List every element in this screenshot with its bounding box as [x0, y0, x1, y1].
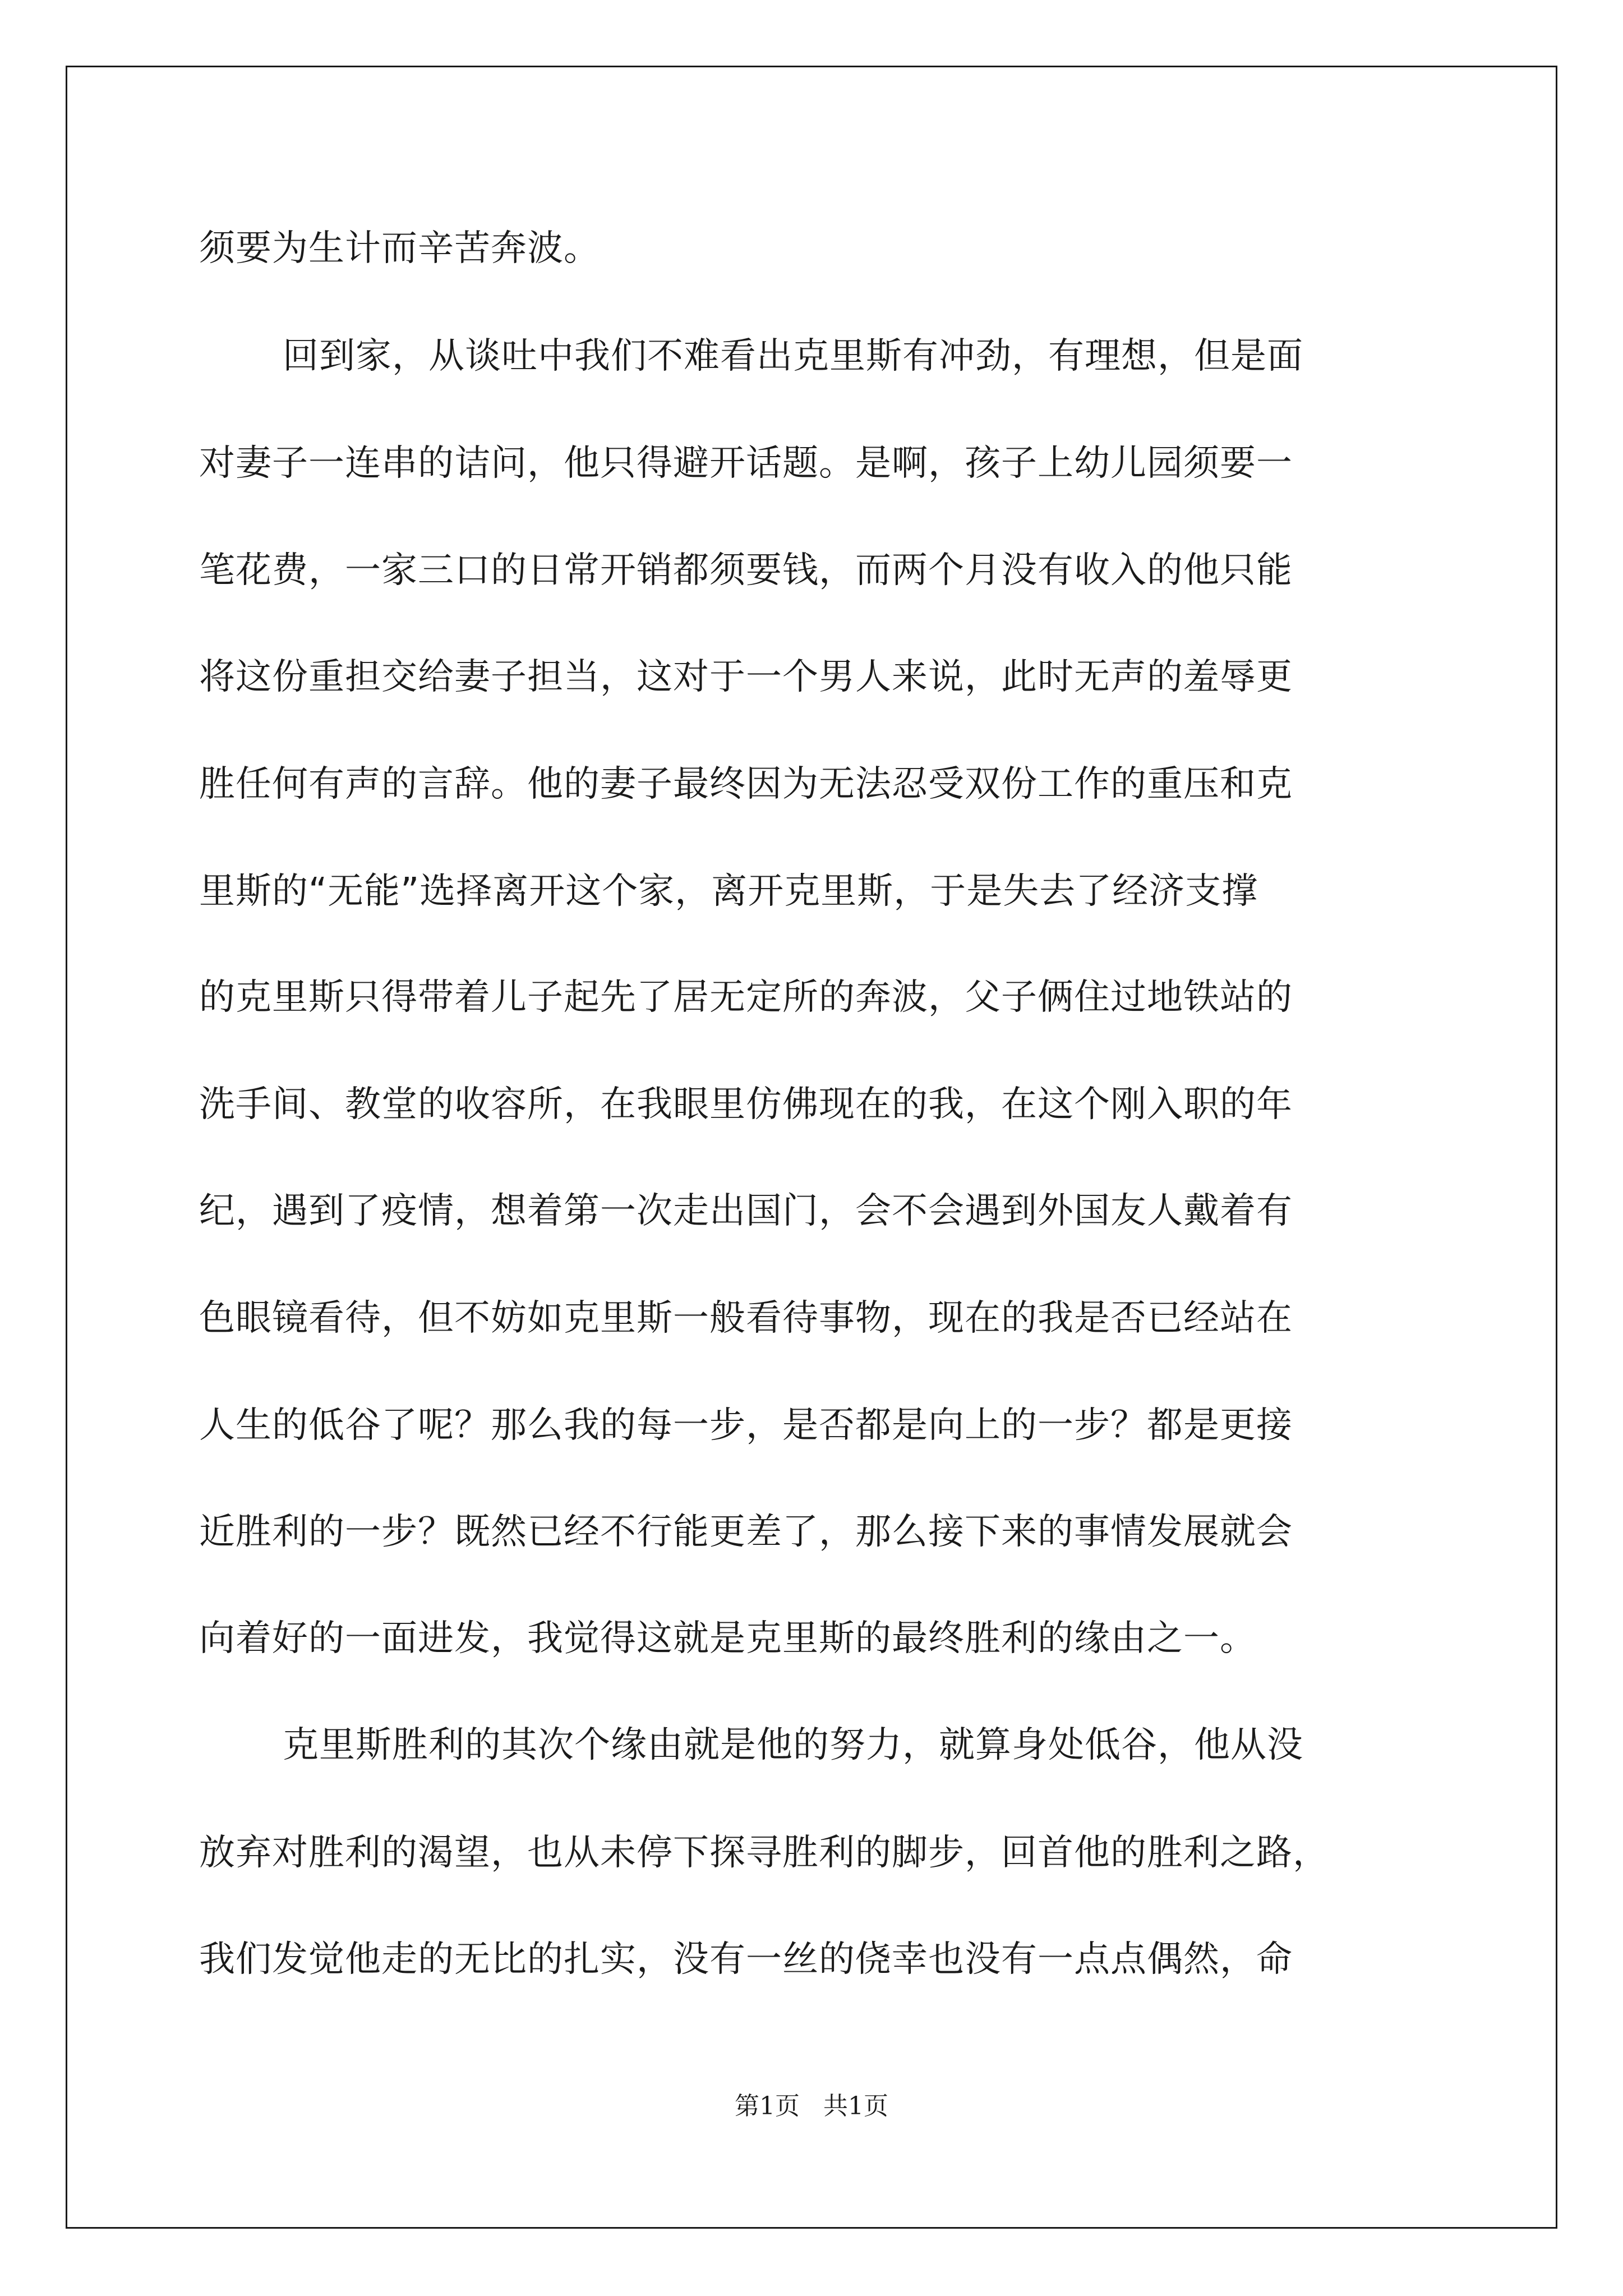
body-text-line: 色眼镜看待，但不妨如克里斯一般看待事物，现在的我是否已经站在	[199, 1297, 1293, 1339]
body-text-line: 人生的低谷了呢？那么我的每一步，是否都是向上的一步？都是更接	[199, 1405, 1293, 1446]
body-text-line: 须要为生计而辛苦奔波。	[199, 228, 600, 269]
page-footer	[0, 2087, 1623, 2126]
body-text-line: 纪，遇到了疫情，想着第一次走出国门，会不会遇到外国友人戴着有	[199, 1190, 1293, 1232]
body-text-line: 里斯的“无能”选择离开这个家，离开克里斯，于是失去了经济支撑	[199, 871, 1258, 912]
body-text-line: 对妻子一连串的诘问，他只得避开话题。是啊，孩子上幼儿园须要一	[199, 443, 1293, 484]
body-text-line: 笔花费，一家三口的日常开销都须要钱，而两个月没有收入的他只能	[199, 550, 1293, 591]
body-text-line: 胜任何有声的言辞。他的妻子最终因为无法忍受双份工作的重压和克	[199, 763, 1293, 805]
paragraph-first-line: 回到家，从谈吐中我们不难看出克里斯有冲劲，有理想，但是面	[283, 335, 1303, 377]
body-text-line: 近胜利的一步？既然已经不行能更差了，那么接下来的事情发展就会	[199, 1511, 1293, 1553]
body-text-line: 洗手间、教堂的收容所，在我眼里仿佛现在的我，在这个刚入职的年	[199, 1084, 1293, 1125]
body-text-line: 我们发觉他走的无比的扎实，没有一丝的侥幸也没有一点点偶然，命	[199, 1939, 1293, 1980]
body-text-line: 向着好的一面进发，我觉得这就是克里斯的最终胜利的缘由之一。	[199, 1618, 1256, 1659]
body-text-line: 放弃对胜利的渴望，也从未停下探寻胜利的脚步，回首他的胜利之路，	[199, 1832, 1329, 1874]
body-text-line: 将这份重担交给妻子担当，这对于一个男人来说，此时无声的羞辱更	[199, 656, 1293, 698]
body-text-line: 的克里斯只得带着儿子起先了居无定所的奔波，父子俩住过地铁站的	[199, 977, 1293, 1018]
page-number: 第1页	[735, 2092, 800, 2120]
paragraph-first-line: 克里斯胜利的其次个缘由就是他的努力，就算身处低谷，他从没	[283, 1724, 1303, 1766]
page-total: 共1页	[823, 2092, 888, 2120]
